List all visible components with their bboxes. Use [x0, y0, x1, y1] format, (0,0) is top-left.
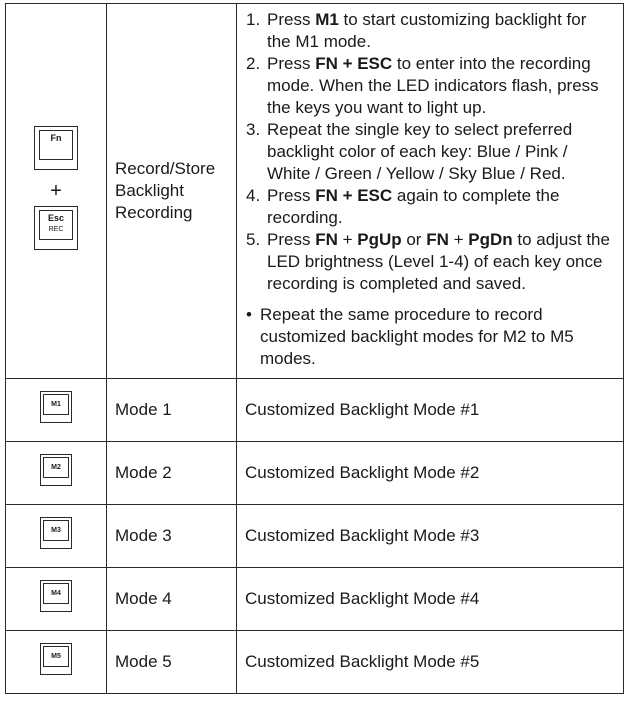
record-instructions [237, 4, 624, 379]
step-text: + [337, 230, 358, 249]
record-key-combo [6, 4, 107, 379]
mode-row [6, 631, 624, 694]
record-step [246, 53, 613, 119]
step-text: to enter into the recording mode. When the LED indicators flash, press the keys you want to light up. [267, 54, 599, 117]
mode-row [6, 505, 624, 568]
mode-description: Customized Backlight Mode #5 [237, 631, 624, 694]
mode-key-label: M2 [51, 464, 61, 471]
record-step [246, 9, 613, 53]
step-text: Press [267, 230, 316, 249]
record-steps-list [246, 9, 613, 295]
mode-key-icon [40, 454, 72, 486]
fn-key-icon [34, 126, 78, 170]
mode-name: Mode 1 [107, 379, 237, 442]
step-key-emphasis: M1 [315, 10, 339, 29]
record-row [6, 4, 624, 379]
record-step [246, 119, 613, 185]
mode-key-cell [6, 568, 107, 631]
step-key-emphasis: FN [315, 230, 338, 249]
step-number: 4. [246, 186, 261, 205]
step-key-emphasis: FN + ESC [315, 54, 393, 73]
step-key-emphasis: PgUp [357, 230, 402, 249]
backlight-function-table [5, 3, 624, 694]
mode-key-icon [40, 517, 72, 549]
mode-key-icon [40, 580, 72, 612]
record-note: • Repeat the same procedure to record customized backlight modes for M2 to M5 modes. [260, 304, 613, 370]
mode-key-label: M5 [51, 653, 61, 660]
mode-rows [6, 379, 624, 694]
record-notes-list [246, 304, 613, 370]
mode-description: Customized Backlight Mode #3 [237, 505, 624, 568]
step-text: Press [267, 10, 316, 29]
step-text: to adjust the LED brightness (Level 1-4) of each key once recording is completed and saved. [267, 230, 610, 293]
mode-row [6, 568, 624, 631]
step-number: 2. [246, 54, 261, 73]
step-number: 5. [246, 230, 261, 249]
step-text: Press [267, 186, 316, 205]
mode-row [6, 442, 624, 505]
fn-key-label: Fn [50, 133, 62, 143]
mode-name: Mode 2 [107, 442, 237, 505]
record-step [246, 229, 613, 295]
step-key-emphasis: FN [426, 230, 449, 249]
step-text: Repeat the single key to select preferred backlight color of each key: Blue / Pink / White / Green / Yellow / Sky Blue / Red. [267, 120, 573, 183]
mode-row [6, 379, 624, 442]
mode-description: Customized Backlight Mode #2 [237, 442, 624, 505]
mode-description: Customized Backlight Mode #1 [237, 379, 624, 442]
step-text: or [401, 230, 427, 249]
mode-key-label: M1 [51, 401, 61, 408]
mode-key-cell [6, 505, 107, 568]
esc-key-sublabel: REC [48, 226, 64, 233]
step-key-emphasis: PgDn [468, 230, 513, 249]
mode-key-icon [40, 391, 72, 423]
mode-name: Mode 4 [107, 568, 237, 631]
step-number: 1. [246, 10, 261, 29]
mode-key-label: M4 [51, 590, 61, 597]
mode-key-cell [6, 631, 107, 694]
mode-key-label: M3 [51, 527, 61, 534]
step-text: Press [267, 54, 316, 73]
record-function-name: Record/Store Backlight Recording [107, 4, 237, 379]
esc-key-label: Esc [47, 213, 64, 223]
mode-key-cell [6, 379, 107, 442]
mode-description: Customized Backlight Mode #4 [237, 568, 624, 631]
step-number: 3. [246, 120, 261, 139]
mode-name: Mode 3 [107, 505, 237, 568]
mode-name: Mode 5 [107, 631, 237, 694]
esc-key-icon [34, 206, 78, 250]
step-text: again to complete the recording. [267, 186, 560, 227]
step-text: to start customizing backlight for the M1 mode. [267, 10, 587, 51]
mode-key-icon [40, 643, 72, 675]
step-key-emphasis: FN + ESC [315, 186, 393, 205]
step-text: + [448, 230, 469, 249]
mode-key-cell [6, 442, 107, 505]
plus-sign: + [50, 180, 62, 202]
record-step [246, 185, 613, 229]
